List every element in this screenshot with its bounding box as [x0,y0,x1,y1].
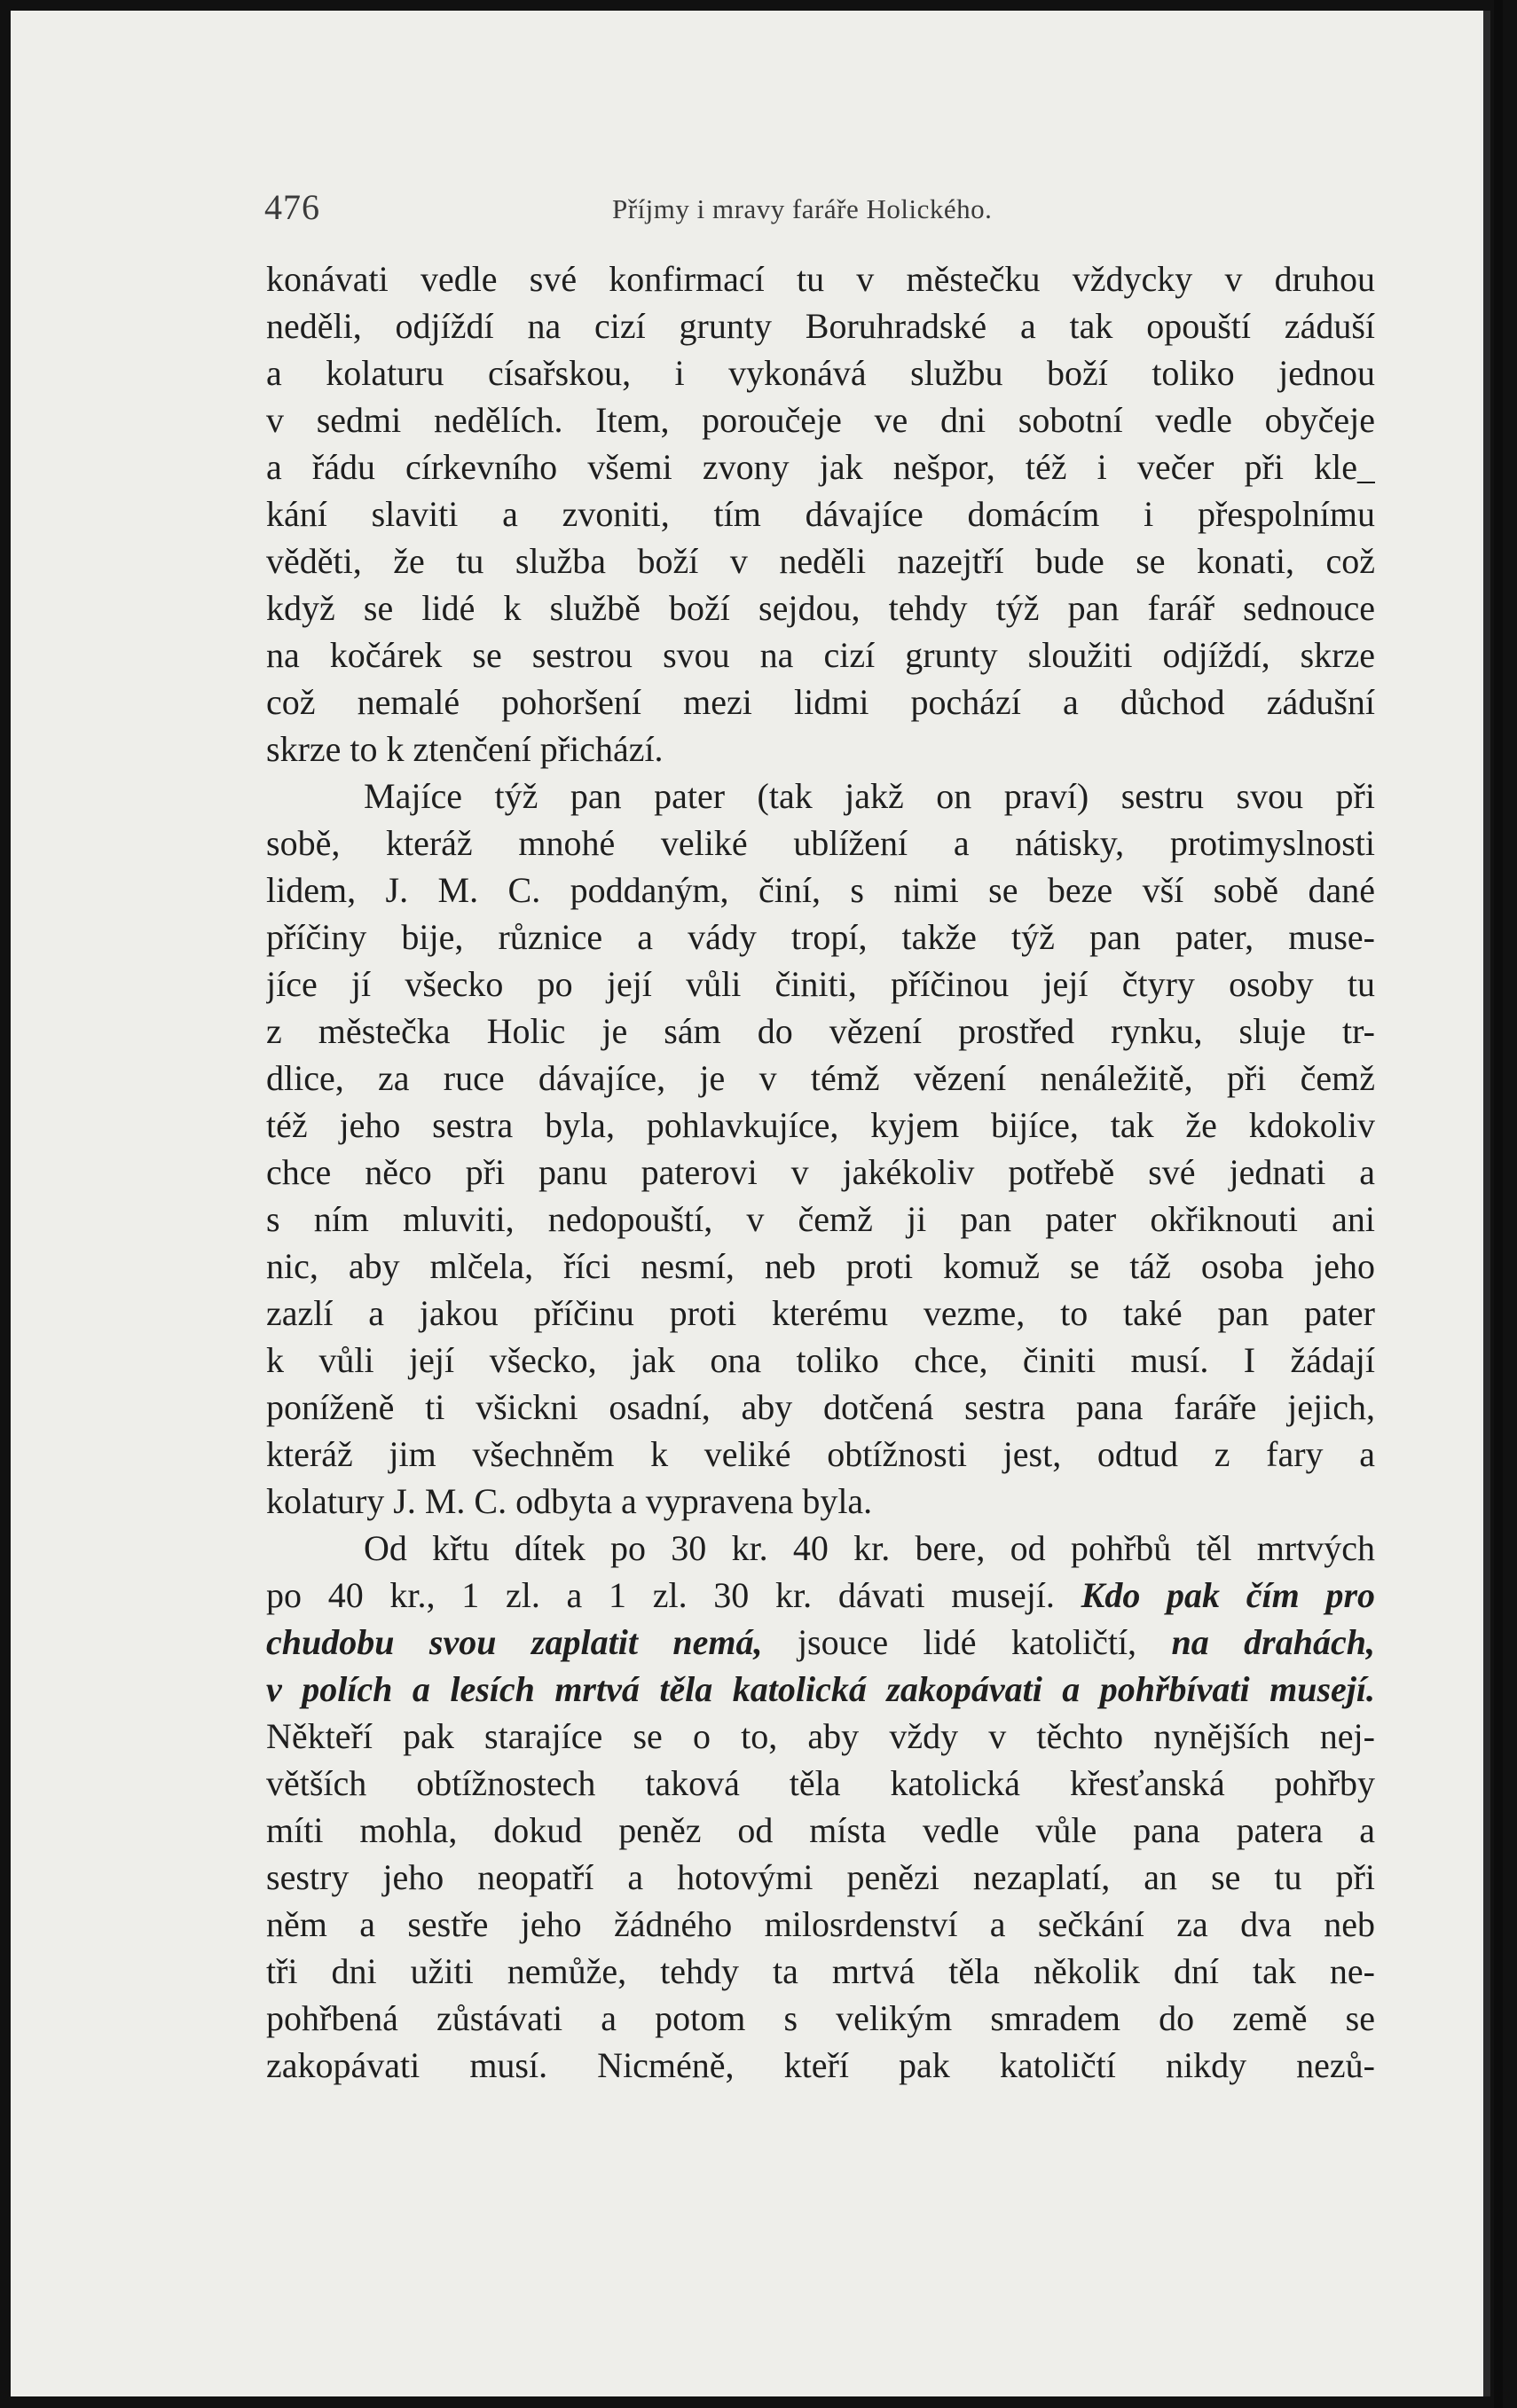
running-head: Příjmy i mravy faráře Holického. [612,193,993,224]
text-line: chce něco při panu paterovi v jakékoliv potřebě své jednati a [266,1152,1375,1192]
text-line: dlice, za ruce dávajíce, je v témž vězení nenáležitě, při čemž [266,1058,1375,1098]
text-line: poníženě ti všickni osadní, aby dotčená sestra pana faráře jejich, [266,1387,1375,1427]
italic-segment: chudobu svou zaplatit nemá, [266,1622,763,1662]
text-line: a kolaturu císařskou, i vykonává službu boží toliko jednou [266,353,1375,393]
text-line: skrze to k ztenčení přichází. [266,729,664,769]
text-line: míti mohla, dokud peněz od místa vedle vůle pana patera a [266,1810,1375,1850]
text-line: věděti, že tu služba boží v neděli nazejtří bude se konati, což [266,541,1375,581]
text-line: sestry jeho neopatří a hotovými penězi nezaplatí, an se tu při [266,1857,1375,1897]
text-line: Někteří pak starajíce se o to, aby vždy v těchto nynějších nej- [266,1716,1375,1756]
text-line: jíce jí všecko po její vůli činiti, příčinou její čtyry osoby tu [266,964,1375,1004]
text-line: Majíce týž pan pater (tak jakž on praví) sestru svou při [364,776,1375,816]
page-edge-shadow [1494,0,1503,2408]
italic-segment: Kdo pak čím pro [1081,1575,1375,1615]
text-line: větších obtížnostech taková těla katolická křesťanská pohřby [266,1763,1375,1803]
text-line: když se lidé k službě boží sejdou, tehdy týž pan farář sednouce [266,588,1375,628]
text-line: a řádu církevního všemi zvony jak nešpor, též i večer při kle_ [266,447,1375,487]
text-line: též jeho sestra byla, pohlavkujíce, kyjem bijíce, tak že kdokoliv [266,1105,1375,1145]
text-line: Od křtu dítek po 30 kr. 40 kr. bere, od pohřbů těl mrtvých [364,1528,1375,1568]
text-line: pohřbená zůstávati a potom s velikým smradem do země se [266,1998,1375,2038]
italic-segment: v polích a lesích mrtvá těla katolická zakopávati a pohřbívati musejí. [266,1669,1375,1709]
text-line: kolatury J. M. C. odbyta a vypravena byla. [266,1481,873,1521]
text-segment: po 40 kr., 1 zl. a 1 zl. 30 kr. dávati musejí. [266,1575,1055,1615]
body-text [266,255,1375,2089]
text-line: v sedmi nedělích. Item, poroučeje ve dni sobotní vedle obyčeje [266,400,1375,440]
text-line: příčiny bije, různice a vády tropí, takže týž pan pater, muse- [266,917,1375,957]
text-line: kteráž jim všechněm k veliké obtížnosti jest, odtud z fary a [266,1434,1375,1474]
text-line: z městečka Holic je sám do vězení prostřed rynku, sluje tr- [266,1011,1375,1051]
text-line-mixed [266,1619,1375,1666]
text-segment: jsouce lidé katoličtí, [797,1622,1137,1662]
text-line: k vůli její všecko, jak ona toliko chce, činiti musí. I žádají [266,1340,1375,1380]
text-line-mixed [266,1572,1375,1619]
italic-segment: na drahách, [1171,1622,1375,1662]
text-line: něm a sestře jeho žádného milosrdenství a sečkání za dva neb [266,1904,1375,1944]
text-line: tři dni užiti nemůže, tehdy ta mrtvá těla několik dní tak ne- [266,1951,1375,1991]
text-line: zakopávati musí. Nicméně, kteří pak katoličtí nikdy nezů- [266,2045,1375,2085]
page-header [264,186,1382,231]
text-line: kání slaviti a zvoniti, tím dávajíce domácím i přespolnímu [266,494,1375,534]
text-line: s ním mluviti, nedopouští, v čemž ji pan pater okřiknouti ani [266,1199,1375,1239]
page-number: 476 [264,187,320,227]
text-line: nic, aby mlčela, říci nesmí, neb proti komuž se táž osoba jeho [266,1246,1375,1286]
text-line: na kočárek se sestrou svou na cizí grunty sloužiti odjíždí, skrze [266,635,1375,675]
text-line-italic [266,1666,1375,1713]
text-line: konávati vedle své konfirmací tu v městečku vždycky v druhou [266,259,1375,299]
text-line: což nemalé pohoršení mezi lidmi pochází a důchod zádušní [266,682,1375,722]
text-line: zazlí a jakou příčinu proti kterému vezme, to také pan pater [266,1293,1375,1333]
text-line: neděli, odjíždí na cizí grunty Boruhradské a tak opouští záduší [266,306,1375,346]
text-line: lidem, J. M. C. poddaným, činí, s nimi se beze vší sobě dané [266,870,1375,910]
text-line: sobě, kteráž mnohé veliké ublížení a nátisky, protimyslnosti [266,823,1375,863]
